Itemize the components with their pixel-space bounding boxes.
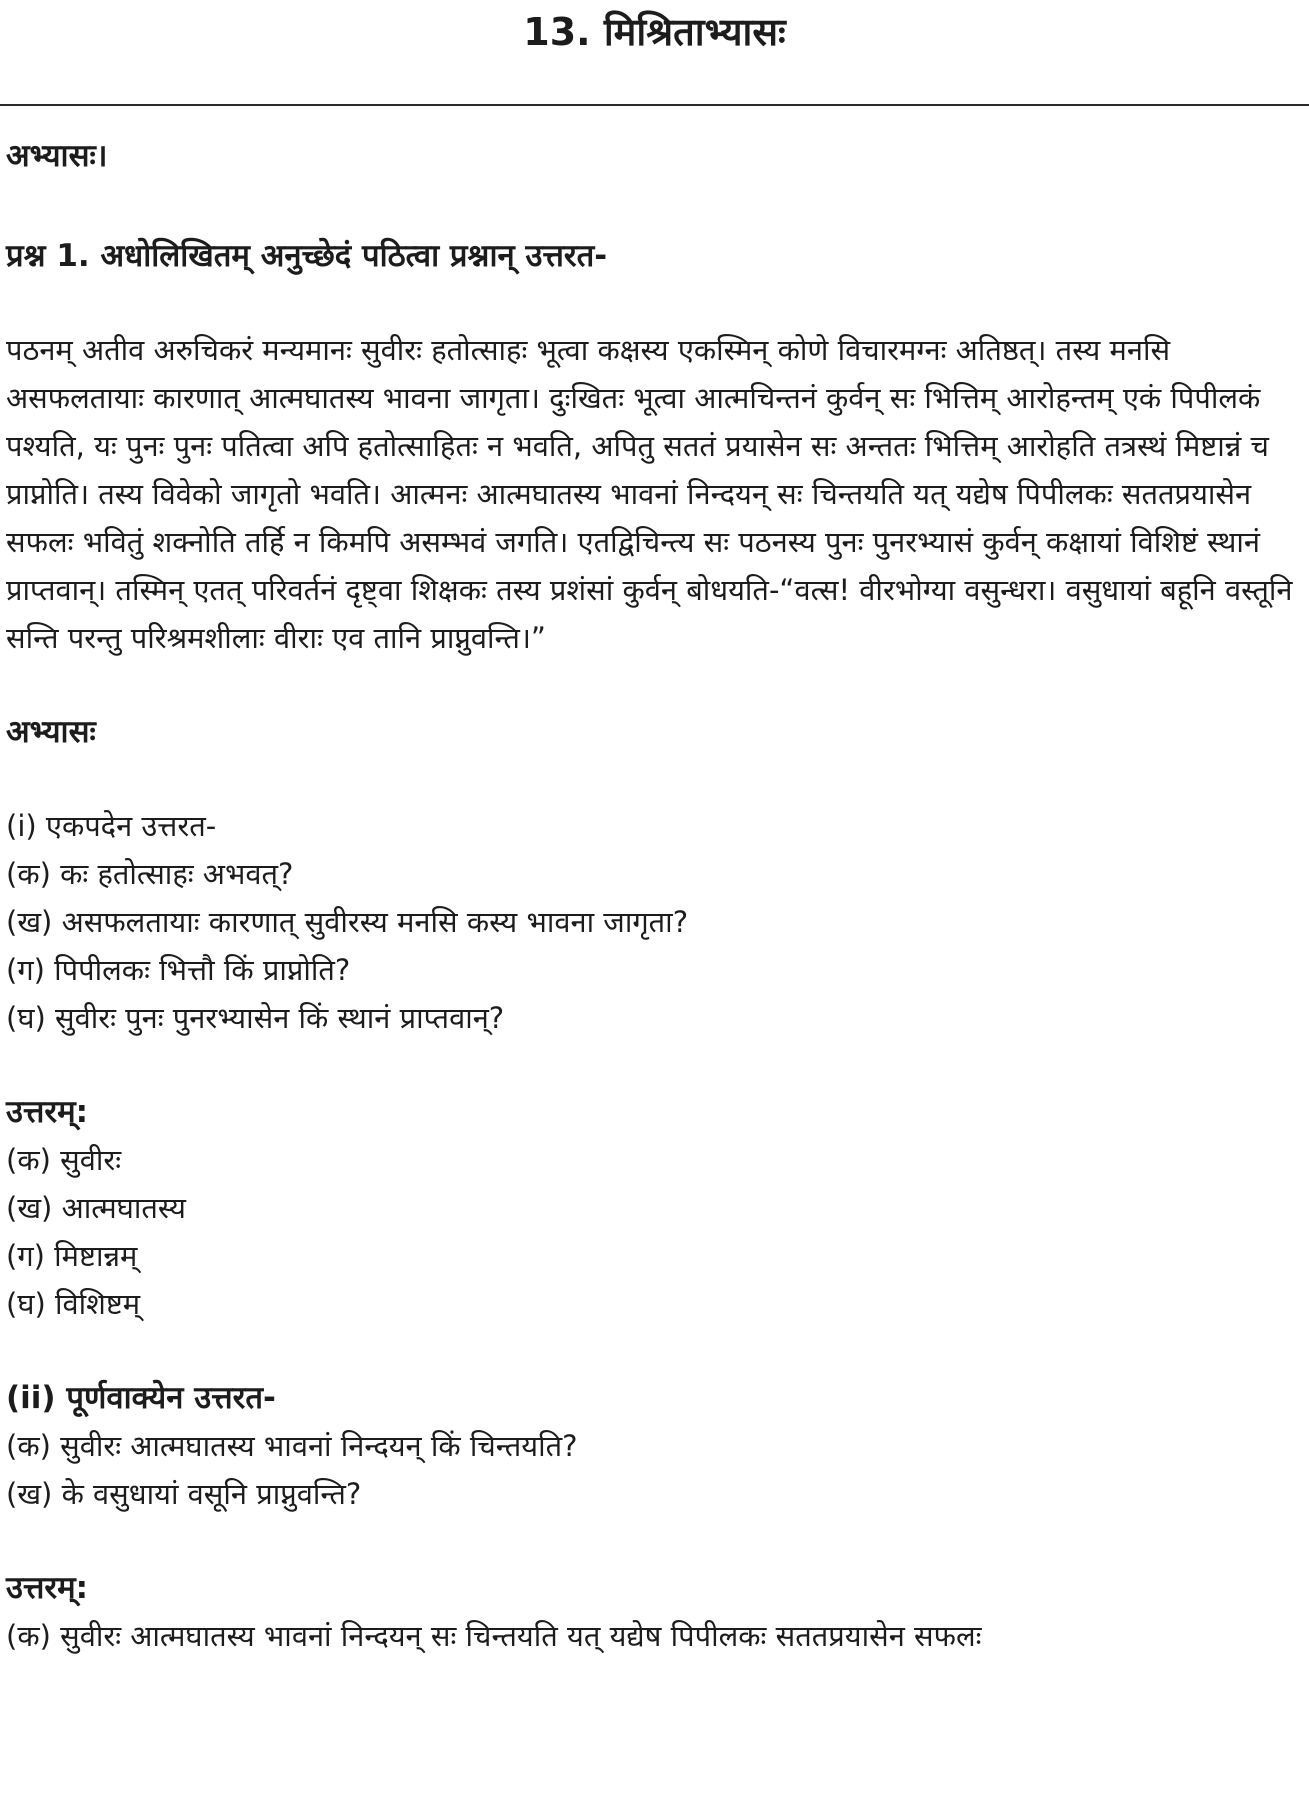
document-body — [6, 132, 1301, 1660]
passage-paragraph: पठनम् अतीव अरुचिकरं मन्यमानः सुवीरः हतोत्साहः भूत्वा कक्षस्य एकस्मिन् कोणे विचारमग्नः अतिष्ठत्। तस्य मनसि असफलतायाः कारणात् आत्मघातस्य भावना जागृता। दुःखितः भूत्वा आत्मचिन्तनं कुर्वन् सः भित्तिम् आरोहन्तम् एकं पिपीलकं पश्यति, यः पुनः पुनः पतित्वा अपि हतोत्साहितः न भवति, अपितु सततं प्रयासेन सः अन्ततः भित्तिम् आरोहति तत्रस्थं मिष्टान्नं च प्राप्नोति। तस्य विवेको जागृतो भवति। आत्मनः आत्मघातस्य भावनां निन्दयन् सः चिन्तयति यत् यद्येष पिपीलकः सततप्रयासेन सफलः भवितुं शक्नोति तर्हि न किमपि असम्भवं जगति। एतद्विचिन्त्य सः पठनस्य पुनः पुनरभ्यासं कुर्वन् कक्षायां विशिष्टं स्थानं प्राप्तवान्। तस्मिन् एतत् परिवर्तनं दृष्ट्वा शिक्षकः तस्य प्रशंसां कुर्वन् बोधयति-“वत्स! वीरभोग्या वसुन्धरा। वसुधायां बहूनि वस्तूनि सन्ति परन्तु परिश्रमशीलाः वीराः एव तानि प्राप्नुवन्ति।” — [6, 333, 1293, 655]
part-1-question: (ख) असफलतायाः कारणात् सुवीरस्य मनसि कस्य भावना जागृता? — [6, 905, 689, 939]
part-2-question: (ख) के वसुधायां वसूनि प्राप्नुवन्ति? — [6, 1477, 362, 1511]
question-1-heading: प्रश्न 1. अधोलिखितम् अनुच्छेदं पठित्वा प्रश्नान् उत्तरत- — [6, 238, 608, 274]
exercise-subheading: अभ्यासः — [6, 714, 96, 750]
part-1-question: (ग) पिपीलकः भित्तौ किं प्राप्नोति? — [6, 953, 351, 987]
part-1-question: (घ) सुवीरः पुनः पुनरभ्यासेन किं स्थानं प्राप्तवान्? — [6, 1001, 505, 1035]
page-title: 13. मिश्रिताभ्यासः — [523, 10, 786, 54]
title-divider — [0, 104, 1309, 106]
part-1-answer-heading: उत्तरम्: — [6, 1094, 89, 1130]
part-1-answer: (ग) मिष्टान्नम् — [6, 1239, 138, 1273]
part-1-answer: (घ) विशिष्टम् — [6, 1287, 141, 1321]
part-2-heading: (ii) पूर्णवाक्येन उत्तरत- — [6, 1380, 276, 1416]
part-1-heading: (i) एकपदेन उत्तरत- — [6, 809, 217, 843]
part-1-answer: (क) सुवीरः — [6, 1143, 122, 1177]
part-2-question: (क) सुवीरः आत्मघातस्य भावनां निन्दयन् किं चिन्तयति? — [6, 1429, 578, 1463]
exercise-heading: अभ्यासः। — [6, 138, 108, 174]
part-2-answer: (क) सुवीरः आत्मघातस्य भावनां निन्दयन् सः चिन्तयति यत् यद्येष पिपीलकः सततप्रयासेन सफलः — [6, 1619, 982, 1653]
part-1-question: (क) कः हतोत्साहः अभवत्? — [6, 857, 294, 891]
part-1-answer: (ख) आत्मघातस्य — [6, 1191, 186, 1225]
part-2-answer-heading: उत्तरम्: — [6, 1570, 89, 1606]
